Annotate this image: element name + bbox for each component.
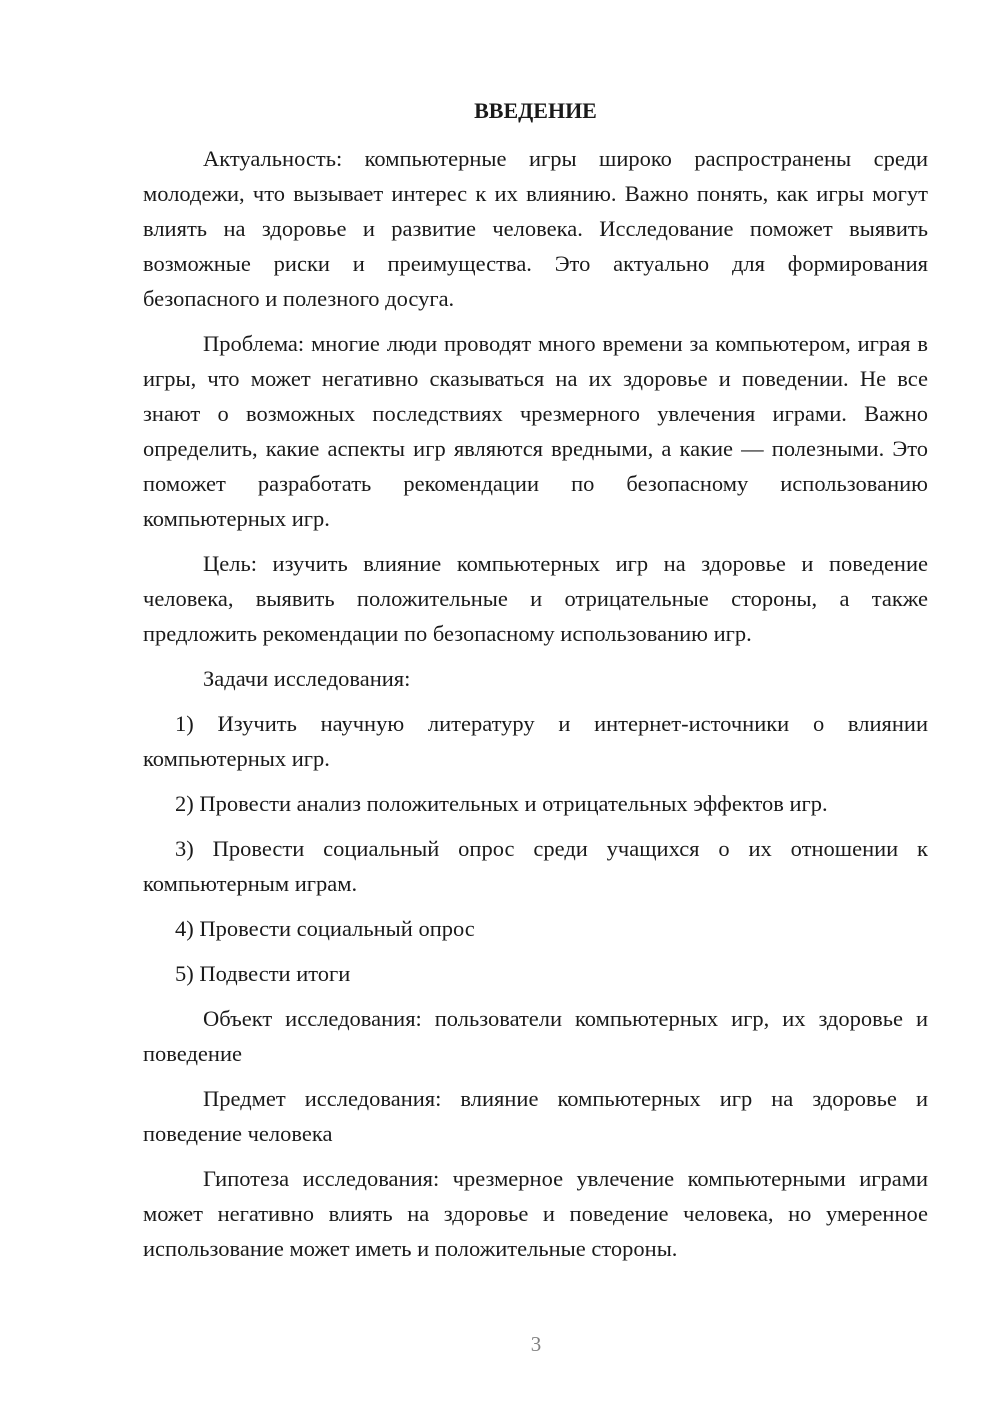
object-paragraph: Объект исследования: пользователи компьютерных игр, их здоровье и поведение <box>143 1006 928 1066</box>
hypothesis-paragraph: Гипотеза исследования: чрезмерное увлечение компьютерными играми может негативно влиять на здоровье и поведение человека, но умеренное использование может иметь и положительные стороны. <box>143 1166 928 1261</box>
page-number: 3 <box>530 1332 542 1356</box>
task-item-4: 4) Провести социальный опрос <box>175 916 475 941</box>
goal-paragraph: Цель: изучить влияние компьютерных игр на здоровье и поведение человека, выявить положительные и отрицательные стороны, а также предложить рекомендации по безопасному использованию игр. <box>143 551 928 646</box>
subject-paragraph: Предмет исследования: влияние компьютерных игр на здоровье и поведение человека <box>143 1086 928 1146</box>
task-item-2: 2) Провести анализ положительных и отрицательных эффектов игр. <box>175 791 828 816</box>
task-item-3: 3) Провести социальный опрос среди учащихся о их отношении к компьютерным играм. <box>143 836 928 896</box>
page-content <box>143 96 928 1276</box>
relevance-paragraph: Актуальность: компьютерные игры широко распространены среди молодежи, что вызывает интерес к их влиянию. Важно понять, как игры могут влиять на здоровье и развитие человека. Исследование поможет выявить возможные риски и преимущества. Это актуально для формирования безопасного и полезного досуга. <box>143 146 928 311</box>
task-item-5: 5) Подвести итоги <box>175 961 351 986</box>
problem-paragraph: Проблема: многие люди проводят много времени за компьютером, играя в игры, что может негативно сказываться на их здоровье и поведении. Не все знают о возможных последствиях чрезмерного увлечения играми. Важно определить, какие аспекты игр являются вредными, а какие — полезными. Это поможет разработать рекомендации по безопасному использованию компьютерных игр. <box>143 331 928 531</box>
page-title: ВВЕДЕНИЕ <box>474 98 597 123</box>
task-item-1: 1) Изучить научную литературу и интернет-источники о влиянии компьютерных игр. <box>143 711 928 771</box>
tasks-heading: Задачи исследования: <box>203 666 411 691</box>
